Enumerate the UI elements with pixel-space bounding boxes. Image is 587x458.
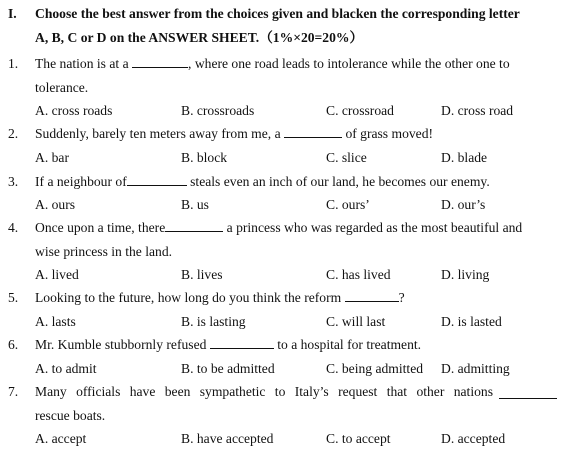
question-2-stem-before: Suddenly, barely ten meters away from me, a <box>35 126 281 141</box>
section-number: I. <box>8 6 17 21</box>
question-3-stem-before: If a neighbour of <box>35 174 127 189</box>
question-6-stem-before: Mr. Kumble stubbornly refused <box>35 337 207 352</box>
question-2-option-d[interactable]: D. blade <box>441 150 488 165</box>
question-3-number: 3. <box>8 174 19 189</box>
question-2-option-a[interactable]: A. bar <box>35 150 69 165</box>
question-1-blank <box>132 56 188 68</box>
question-6-option-d[interactable]: D. admitting <box>441 361 510 376</box>
question-7-option-d[interactable]: D. accepted <box>441 431 506 446</box>
question-6-blank <box>210 337 274 349</box>
question-6-number: 6. <box>8 337 19 352</box>
question-6-stem <box>35 337 421 353</box>
question-4-option-b[interactable]: B. lives <box>181 267 223 282</box>
question-3-blank <box>127 174 187 186</box>
question-5-number: 5. <box>8 290 19 305</box>
question-3-option-c[interactable]: C. ours’ <box>326 197 370 212</box>
question-4-number: 4. <box>8 220 19 235</box>
question-2-option-c[interactable]: C. slice <box>326 150 367 165</box>
question-7-stem-before: Many officials have been sympathetic to Italy’s request that other nations <box>35 384 493 399</box>
question-4-stem-before: Once upon a time, there <box>35 220 166 235</box>
question-6-option-a[interactable]: A. to admit <box>35 361 97 376</box>
question-4-blank <box>165 220 223 232</box>
question-7-stem <box>35 384 557 400</box>
question-5-stem-after: ? <box>398 290 405 305</box>
question-1-stem-after: , where one road leads to intolerance while the other one to <box>188 56 510 71</box>
question-5-option-a[interactable]: A. lasts <box>35 314 76 329</box>
question-1-option-b[interactable]: B. crossroads <box>181 103 255 118</box>
question-2-number: 2. <box>8 126 19 141</box>
question-4-stem <box>35 220 522 236</box>
question-3-option-d[interactable]: D. our’s <box>441 197 486 212</box>
question-7-number: 7. <box>8 384 19 399</box>
question-3-stem <box>35 174 490 190</box>
question-5-option-c[interactable]: C. will last <box>326 314 386 329</box>
question-1-stem-before: The nation is at a <box>35 56 129 71</box>
question-5-blank <box>345 290 399 302</box>
question-7-option-a[interactable]: A. accept <box>35 431 87 446</box>
question-5-stem-before: Looking to the future, how long do you think the reform <box>35 290 342 305</box>
question-6-option-c[interactable]: C. being admitted <box>326 361 424 376</box>
question-5-option-d[interactable]: D. is lasted <box>441 314 502 329</box>
question-3-stem-after: steals even an inch of our land, he becomes our enemy. <box>190 174 490 189</box>
question-6-stem-after: to a hospital for treatment. <box>277 337 422 352</box>
question-1-option-a[interactable]: A. cross roads <box>35 103 113 118</box>
question-3-option-b[interactable]: B. us <box>181 197 209 212</box>
question-5-stem <box>35 290 405 306</box>
question-4-stem-after: a princess who was regarded as the most beautiful and <box>226 220 523 235</box>
question-4-option-a[interactable]: A. lived <box>35 267 79 282</box>
question-5-option-b[interactable]: B. is lasting <box>181 314 246 329</box>
question-1-number: 1. <box>8 56 19 71</box>
question-6-option-b[interactable]: B. to be admitted <box>181 361 275 376</box>
question-1-continuation: tolerance. <box>35 80 89 95</box>
question-2-blank <box>284 126 342 138</box>
question-1-option-d[interactable]: D. cross road <box>441 103 514 118</box>
question-2-stem <box>35 126 433 142</box>
question-4-continuation: wise princess in the land. <box>35 244 173 259</box>
question-2-option-b[interactable]: B. block <box>181 150 228 165</box>
section-instruction-line1: Choose the best answer from the choices given and blacken the corresponding letter <box>35 6 520 21</box>
question-7-continuation: rescue boats. <box>35 408 106 423</box>
section-instruction-line2: A, B, C or D on the ANSWER SHEET.（1%×20=20%） <box>35 30 364 45</box>
question-1-stem <box>35 56 510 72</box>
question-7-option-b[interactable]: B. have accepted <box>181 431 274 446</box>
question-4-option-c[interactable]: C. has lived <box>326 267 391 282</box>
question-7-option-c[interactable]: C. to accept <box>326 431 391 446</box>
question-7-blank <box>499 387 557 399</box>
question-2-stem-after: of grass moved! <box>345 126 434 141</box>
question-3-option-a[interactable]: A. ours <box>35 197 76 212</box>
question-1-option-c[interactable]: C. crossroad <box>326 103 394 118</box>
question-4-option-d[interactable]: D. living <box>441 267 490 282</box>
